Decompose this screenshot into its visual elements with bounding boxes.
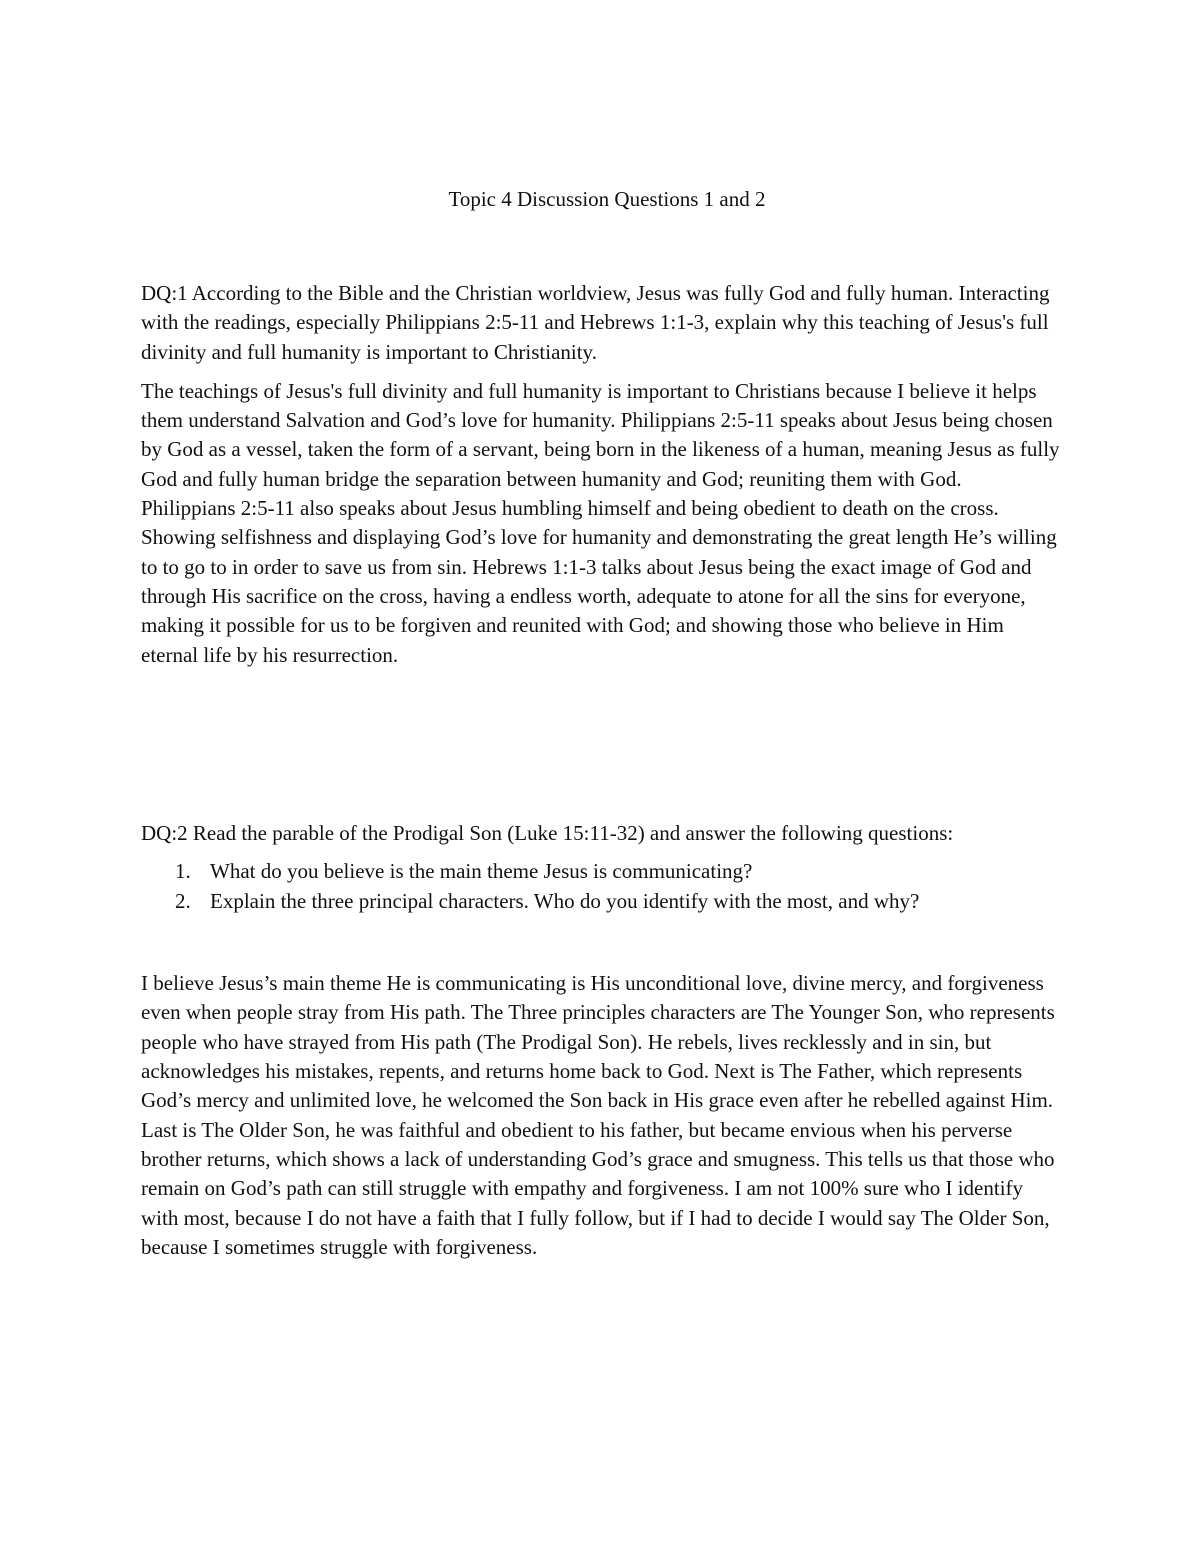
- list-item-number: 2.: [175, 889, 191, 914]
- dq2-question-list: [141, 856, 1061, 916]
- dq1-question: DQ:1 According to the Bible and the Christian worldview, Jesus was fully God and fully human. Interacting with the readings, especially Philippians 2:5-11 and Hebrews 1:1-3, explain why this teaching of Jesus's full divinity and full humanity is important to Christianity.: [141, 281, 1050, 364]
- document-body: [141, 184, 1061, 1262]
- list-item-number: 1.: [175, 859, 191, 884]
- dq1-answer: The teachings of Jesus's full divinity and full humanity is important to Christians because I believe it helps them understand Salvation and God’s love for humanity. Philippians 2:5-11 speaks about Jesus being chosen by God as a vessel, taken the form of a servant, being born in the likeness of a human, meaning Jesus as fully God and fully human bridge the separation between humanity and God; reuniting them with God. Philippians 2:5-11 also speaks about Jesus humbling himself and being obedient to death on the cross. Showing selfishness and displaying God’s love for humanity and demonstrating the great length He’s willing to to go to in order to save us from sin. Hebrews 1:1-3 talks about Jesus being the exact image of God and through His sacrifice on the cross, having a endless worth, adequate to atone for all the sins for everyone, making it possible for us to be forgiven and reunited with God; and showing those who believe in Him eternal life by his resurrection.: [141, 378, 1060, 667]
- list-item: [141, 886, 1061, 916]
- dq2-answer: I believe Jesus’s main theme He is communicating is His unconditional love, divine mercy, and forgiveness even when people stray from His path. The Three principles characters are The Younger Son, who represents people who have strayed from His path (The Prodigal Son). He rebels, lives recklessly and in sin, but acknowledges his mistakes, repents, and returns home back to God. Next is The Father, which represents God’s mercy and unlimited love, he welcomed the Son back in His grace even after he rebelled against Him. Last is The Older Son, he was faithful and obedient to his father, but became envious when his perverse brother returns, which shows a lack of understanding God’s grace and smugness. This tells us that those who remain on God’s path can still struggle with empathy and forgiveness. I am not 100% sure who I identify with most, because I do not have a faith that I fully follow, but if I had to decide I would say The Older Son, because I sometimes struggle with forgiveness.: [141, 971, 1055, 1259]
- list-item-text: What do you believe is the main theme Jesus is communicating?: [210, 859, 753, 884]
- list-item: [141, 856, 1061, 886]
- document-title: Topic 4 Discussion Questions 1 and 2: [448, 187, 766, 211]
- dq2-question: DQ:2 Read the parable of the Prodigal Son (Luke 15:11-32) and answer the following questions:: [141, 820, 954, 845]
- list-item-text: Explain the three principal characters. Who do you identify with the most, and why?: [210, 889, 920, 914]
